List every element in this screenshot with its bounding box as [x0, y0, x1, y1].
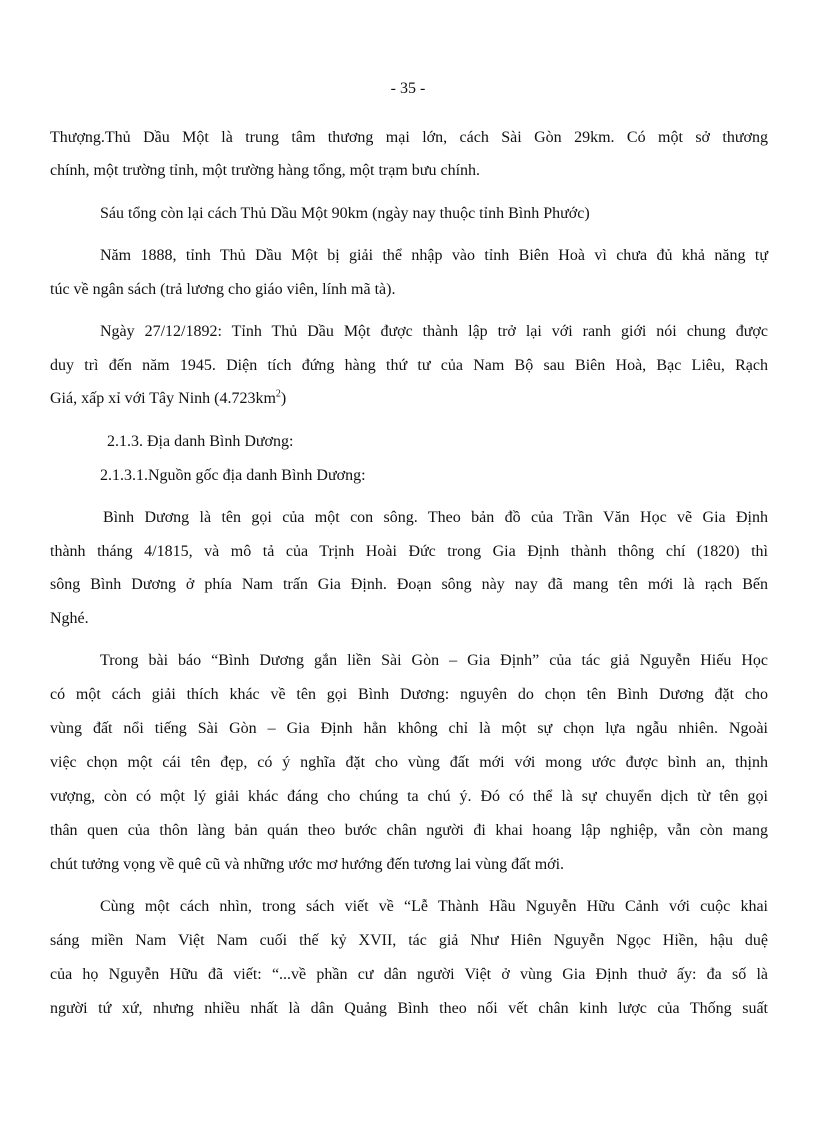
page-number: - 35 -	[390, 80, 426, 97]
subsection-heading: 2.1.3.1.Nguồn gốc địa danh Bình Dương:	[100, 467, 366, 484]
paragraph-line: Trong bài báo “Bình Dương gắn liền Sài Gòn – Gia Định” của tác giả Nguyễn Hiếu Học	[100, 652, 768, 669]
paragraph-line: Bình Dương là tên gọi của một con sông. Theo bản đồ của Trần Văn Học vẽ Gia Định	[103, 509, 768, 526]
paragraph-line: sáng miền Nam Việt Nam cuối thế kỷ XVII, tác giả Như Hiên Nguyễn Ngọc Hiền, hậu duệ	[50, 932, 768, 949]
closing-paren: )	[280, 390, 287, 407]
paragraph-line: thành tháng 4/1815, và mô tả của Trịnh Hoài Đức trong Gia Định thành thông chí (1820) thì	[50, 543, 768, 560]
paragraph-line: túc về ngân sách (trả lương cho giáo viên, lính mã tà).	[50, 281, 396, 298]
paragraph-line: chính, một trường tỉnh, một trường hàng tổng, một trạm bưu chính.	[50, 162, 481, 179]
paragraph-line: Cùng một cách nhìn, trong sách viết về “Lễ Thành Hầu Nguyễn Hữu Cảnh với cuộc khai	[100, 898, 768, 915]
paragraph-line: Sáu tổng còn lại cách Thủ Dầu Một 90km (ngày nay thuộc tỉnh Bình Phước)	[100, 205, 590, 222]
paragraph-line: Năm 1888, tỉnh Thủ Dầu Một bị giải thể nhập vào tỉnh Biên Hoà vì chưa đủ khả năng tự	[100, 247, 768, 264]
paragraph-line: vượng, còn có một lý giải khác đáng cho chúng ta chú ý. Đó có thể là sự chuyển dịch từ tên gọi	[50, 788, 768, 805]
paragraph-line: của họ Nguyễn Hữu đã viết: “...về phần cư dân người Việt ở vùng Gia Định thuở ấy: đa số là	[50, 966, 768, 983]
paragraph-line: có một cách giải thích khác về tên gọi Bình Dương: nguyên do chọn tên Bình Dương đặt cho	[50, 686, 768, 703]
area-text: Giá, xấp xỉ với Tây Ninh (4.723km	[50, 390, 276, 407]
paragraph-line: chút tưởng vọng về quê cũ và những ước mơ hướng đến tương lai vùng đất mới.	[50, 856, 565, 873]
paragraph-line: sông Bình Dương ở phía Nam trấn Gia Định. Đoạn sông này nay đã mang tên mới là rạch Bến	[50, 576, 768, 593]
paragraph-line	[50, 389, 768, 409]
paragraph-line: thân quen của thôn làng bản quán theo bước chân người đi khai hoang lập nghiệp, vẫn còn mang	[50, 822, 768, 839]
superscript-two: 2	[275, 388, 281, 400]
section-heading: 2.1.3. Địa danh Bình Dương:	[107, 433, 294, 450]
paragraph-line: Ngày 27/12/1892: Tỉnh Thủ Dầu Một được thành lập trở lại với ranh giới nói chung được	[100, 323, 768, 340]
paragraph-line: Thượng.Thủ Dầu Một là trung tâm thương mại lớn, cách Sài Gòn 29km. Có một sở thương	[50, 129, 768, 146]
paragraph-line: việc chọn một cái tên đẹp, có ý nghĩa đặt cho vùng đất mới với mong ước được bình an, thịnh	[50, 754, 768, 771]
paragraph-line: duy trì đến năm 1945. Diện tích đứng hàng thứ tư của Nam Bộ sau Biên Hoà, Bạc Liêu, Rạch	[50, 357, 768, 374]
paragraph-line: Nghé.	[50, 610, 89, 627]
paragraph-line: người tứ xứ, nhưng nhiều nhất là dân Quảng Bình theo nối vết chân kinh lược của Thống suất	[50, 1000, 768, 1017]
paragraph-line: vùng đất nổi tiếng Sài Gòn – Gia Định hẳn không chỉ là một sự chọn lựa ngẫu nhiên. Ngoài	[50, 720, 768, 737]
